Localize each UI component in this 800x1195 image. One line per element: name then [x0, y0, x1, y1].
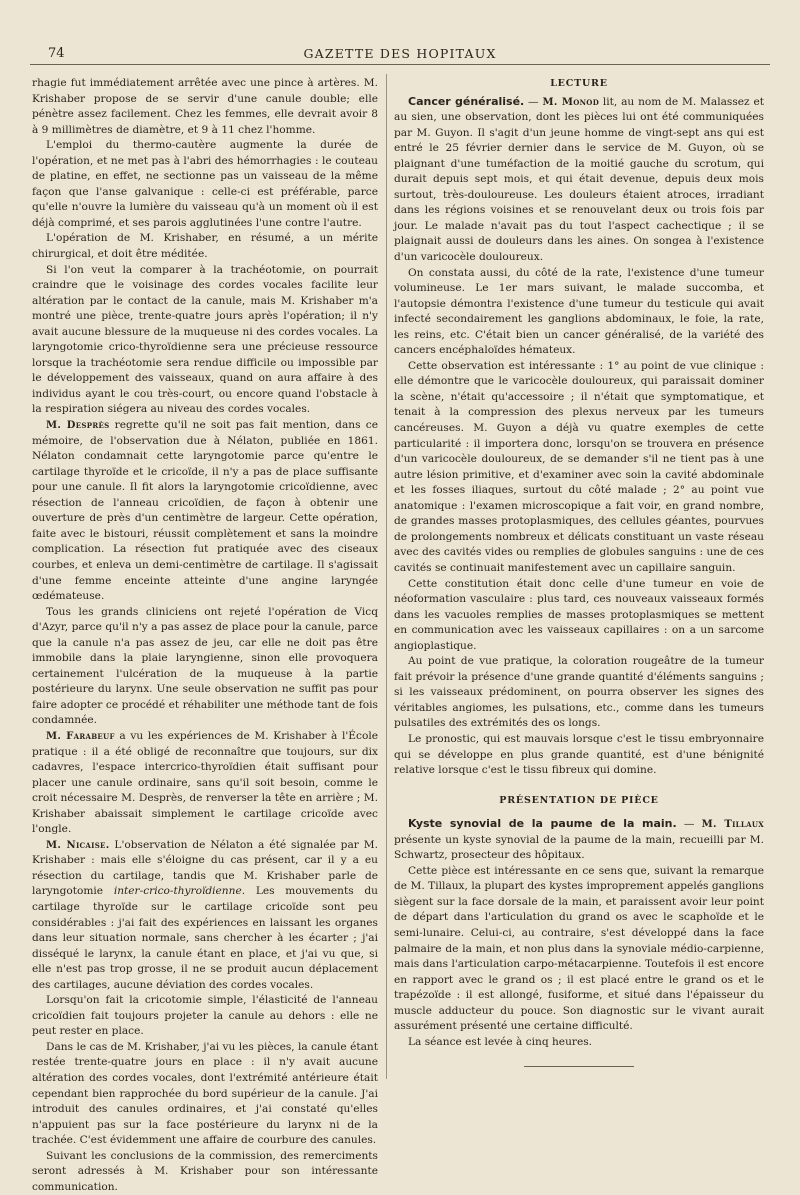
- emphasis-text: inter-crico-thyroïdienne: [113, 885, 242, 898]
- page-number: 74: [48, 46, 65, 61]
- paragraph: L'opération de M. Krishaber, en résumé, a un mérite chirurgical, et doit être méditée.: [32, 232, 378, 261]
- speaker-name: M. Tillaux: [701, 819, 764, 831]
- paragraph: [394, 816, 764, 864]
- paragraph: Suivant les conclusions de la commission, des remerciments seront adressés à M. Krishaber pour son intéressante communication.: [32, 1149, 378, 1193]
- paragraph: Cette observation est intéressante : 1° au point de vue clinique : elle démontre que le varicocèle douloureux, qui paraissait dominer la scène, n'était qu'accessoire ; il n'était que symptomatique, et tenait à la compression des plexus nerveux par les tumeurs cancéreuses. M. Guyon a déjà vu quatre exemples de cette particularité : il importera donc, lorsqu'on se trouvera en présence d'un varicocèle douloureux, de se demander s'il ne tient pas à une autre lésion primitive, et d'examiner avec soin la cavité abdominale et les fosses iliaques, surtout du côté malade ; 2° au point vue anatomique : l'examen microscopique a fait voir, en grand nombre, de grandes masses protoplasmiques, des cellules géantes, pourvues de prolongements nombreux et délicats constituant un vaste réseau avec des cavités vides ou remplies de globules sanguins : une de ces cavités se continuait manifestement avec un capillaire sanguin.: [394, 359, 764, 574]
- column-divider: [386, 74, 387, 1079]
- journal-title: GAZETTE DES HOPITAUX: [303, 46, 497, 61]
- paragraph: Tous les grands cliniciens ont rejeté l'opération de Vicq d'Azyr, parce qu'il n'y a pas assez de place pour la canule, parce que la canule n'a pas assez de jeu, car elle ne doit pas être immobile dans la plaie laryngienne, sinon elle provoquera certainement l'ulcération de la muqueuse à la partie postérieure du larynx. Une seule observation ne suffit pas pour faire adopter ce procédé et réhabiliter une méthode tant de fois condamnée.: [32, 605, 378, 727]
- paragraph: Dans le cas de M. Krishaber, j'ai vu les pièces, la canule étant restée trente-quatre jours en place : il n'y avait aucune altération des cordes vocales, dont l'extrémité antérieure était cependant bien rapprochée du bord supérieur de la canule. J'ai introduit des canules ordinaires, et j'ai constaté qu'elles n'appuient pas sur la face postérieure du larynx ni de la trachée. C'est évidemment une affaire de courbure des canules.: [32, 1040, 378, 1147]
- paragraph: rhagie fut immédiatement arrêtée avec une pince à artères. M. Krishaber propose de se servir d'une canule double; elle pénètre assez facilement. Chez les femmes, elle devrait avoir 8 à 9 millimètres de diamètre, et 9 à 11 chez l'homme.: [32, 77, 378, 136]
- left-column: [32, 76, 378, 1195]
- speaker-name: M. Desprès: [46, 420, 110, 432]
- page-header: [30, 44, 770, 65]
- paragraph: On constata aussi, du côté de la rate, l'existence d'une tumeur volumineuse. Le 1er mars suivant, le malade succomba, et l'autopsie démontra l'existence d'une tumeur du testicule qui avait infecté secondairement les ganglions abdominaux, le foie, la rate, les reins, etc. C'était bien un cancer généralisé, de la variété des cancers encéphaloïdes hémateux.: [394, 266, 764, 357]
- end-rule: [524, 1066, 634, 1067]
- paragraph: Au point de vue pratique, la coloration rougeâtre de la tumeur fait prévoir la présence d'une grande quantité d'éléments sanguins ; si les vaisseaux prédominent, on pourra observer les signes des véritables angiomes, les pulsations, etc., comme dans les tumeurs pulsatiles des extrémités des os longs.: [394, 655, 764, 730]
- paragraph: [32, 418, 378, 605]
- section-heading-lecture: LECTURE: [550, 78, 608, 89]
- right-column: [394, 76, 764, 1067]
- paragraph: L'emploi du thermo-cautère augmente la durée de l'opération, et ne met pas à l'abri des hémorrhagies : le couteau de platine, en effet, ne sectionne pas un vaisseau de la même façon que l'anse galvanique : celle-ci est préférable, parce qu'elle n'ouvre la lumière du vaisseau qu'à un moment où il est déjà comprimé, et ses parois agglutinées l'une contre l'autre.: [32, 139, 378, 229]
- dash: —: [524, 95, 543, 108]
- paragraph: Lorsqu'on fait la cricotomie simple, l'élasticité de l'anneau cricoïdien fait toujours projeter la canule au dehors : elle ne peut rester en place.: [32, 994, 378, 1038]
- paragraph: Le pronostic, qui est mauvais lorsque c'est le tissu embryonnaire qui se développe en plus grande quantité, est d'une bénignité relative lorsque c'est le tissu fibreux qui domine.: [394, 732, 764, 777]
- paragraph-text: L'observation de Nélaton a été signalée par M. Krishaber : mais elle s'éloigne du cas présent, car il y a eu résection du cartilage, tandis que M. Krishaber parle de laryngotomie: [32, 838, 378, 898]
- paragraph-text: présente un kyste synovial de la paume de la main, recueilli par M. Schwartz, prosecteur des hôpitaux.: [394, 833, 764, 862]
- article-lead: Kyste synovial de la paume de la main.: [408, 817, 677, 831]
- paragraph: La séance est levée à cinq heures.: [408, 1035, 593, 1048]
- paragraph: Cette constitution était donc celle d'une tumeur en voie de néoformation vasculaire : plus tard, ces nouveaux vaisseaux formés dans les vacuoles remplies de masses protoplasmiques se mettent en communication avec les vaisseaux capillaires : on a un sarcome angioplastique.: [394, 577, 764, 652]
- paragraph-text: regrette qu'il ne soit pas fait mention, dans ce mémoire, de l'observation due à Nélaton, publiée en 1861. Nélaton condamnait cette laryngotomie parce qu'entre le cartilage thyroïde et le cricoïde, il n'y a pas de place suffisante pour une canule. Il fit alors la laryngotomie cricoïdienne, avec résection de l'anneau cricoïdien, de façon à obtenir une ouverture de près d'un centimètre de largeur. Cette opération, faite avec le bistouri, réussit complètement et sans la moindre complication. La résection fut pratiquée avec des ciseaux courbes, et enleva un demi-centimètre de cartilage. Il s'agissait d'une femme enceinte atteinte d'une angine laryngée œdémateuse.: [32, 419, 378, 603]
- paragraph-text: a vu les expériences de M. Krishaber à l'École pratique : il a été obligé de reconnaître que toujours, sur dix cadavres, l'espace intercrico-thyroïdien était suffisant pour placer une canule ordinaire, sans qu'il soit besoin, comme le croit nécessaire M. Desprès, de renverser la tête en arrière ; M. Krishaber abaissait simplement le cartilage cricoïde avec l'ongle.: [32, 729, 378, 836]
- section-heading-presentation: PRÉSENTATION DE PIÈCE: [499, 794, 659, 806]
- paragraph-text: . Les mouvements du cartilage thyroïde sur le cartilage cricoïde sont peu considérables : j'ai fait des expériences en laissant les organes dans leur situation normale, sans chercher à les écarter ; j'ai disséqué le larynx, la canule étant en place, et j'ai vu que, si elle n'est pas trop grosse, il ne se produit aucun déplacement des cartilages, aucune déviation des cordes vocales.: [32, 885, 378, 991]
- paragraph: Cette pièce est intéressante en ce sens que, suivant la remarque de M. Tillaux, la plupart des kystes improprement appelés ganglions siègent sur la face dorsale de la main, et paraissent avoir leur point de départ dans l'articulation du grand os avec le scaphoïde et le semi-lunaire. Celui-ci, au contraire, s'est développé dans la face palmaire de la main, et non plus dans la synoviale médio-carpienne, mais dans l'articulation carpo-métacarpienne. Toutefois il est encore en rapport avec le grand os ; il est placé entre le grand os et le trapézoïde : il est allongé, fusiforme, et situé dans l'épaisseur du muscle adducteur du pouce. Son diagnostic sur le vivant aurait assurément présenté une certaine difficulté.: [394, 864, 764, 1033]
- paragraph-text: lit, au nom de M. Malassez et au sien, une observation, dont les pièces lui ont été communiquées par M. Guyon. Il s'agit d'un jeune homme de vingt-sept ans qui est entré le 25 février dernier dans le service de M. Guyon, où se plaignant d'une tuméfaction de la moitié gauche du scrotum, qui durait depuis sept mois, et qui était devenue, depuis deux mois surtout, très-douloureuse. Les douleurs étaient atroces, irradiant dans les régions voisines et se renouvelant deux ou trois fois par jour. Le malade n'avait pas du tout l'aspect cachectique ; il se plaignait aussi de douleurs dans les aines. On songea à l'existence d'un varicocèle douloureux.: [394, 95, 764, 264]
- dash: —: [676, 818, 702, 831]
- paragraph: [32, 729, 378, 838]
- speaker-name: M. Monod: [542, 96, 600, 108]
- paragraph: [32, 838, 378, 993]
- paragraph: [394, 94, 764, 266]
- article-lead: Cancer généralisé.: [408, 94, 525, 108]
- speaker-name: M. Farabeuf: [46, 730, 115, 742]
- paragraph: Si l'on veut la comparer à la trachéotomie, on pourrait craindre que le voisinage des cordes vocales facilite leur altération par le contact de la canule, mais M. Krishaber m'a montré une pièce, trente-quatre jours après l'opération; il n'y avait aucune blessure de la muqueuse ni des cordes vocales. La laryngotomie crico-thyroïdienne sera une précieuse ressource lorsque la trachéotomie sera rendue difficile ou impossible par le développement des vaisseaux, quand on aura affaire à des individus ayant le cou très-court, ou encore quand l'obstacle à la respiration siégera au niveau des cordes vocales.: [32, 263, 378, 416]
- speaker-name: M. Nicaise.: [46, 839, 110, 851]
